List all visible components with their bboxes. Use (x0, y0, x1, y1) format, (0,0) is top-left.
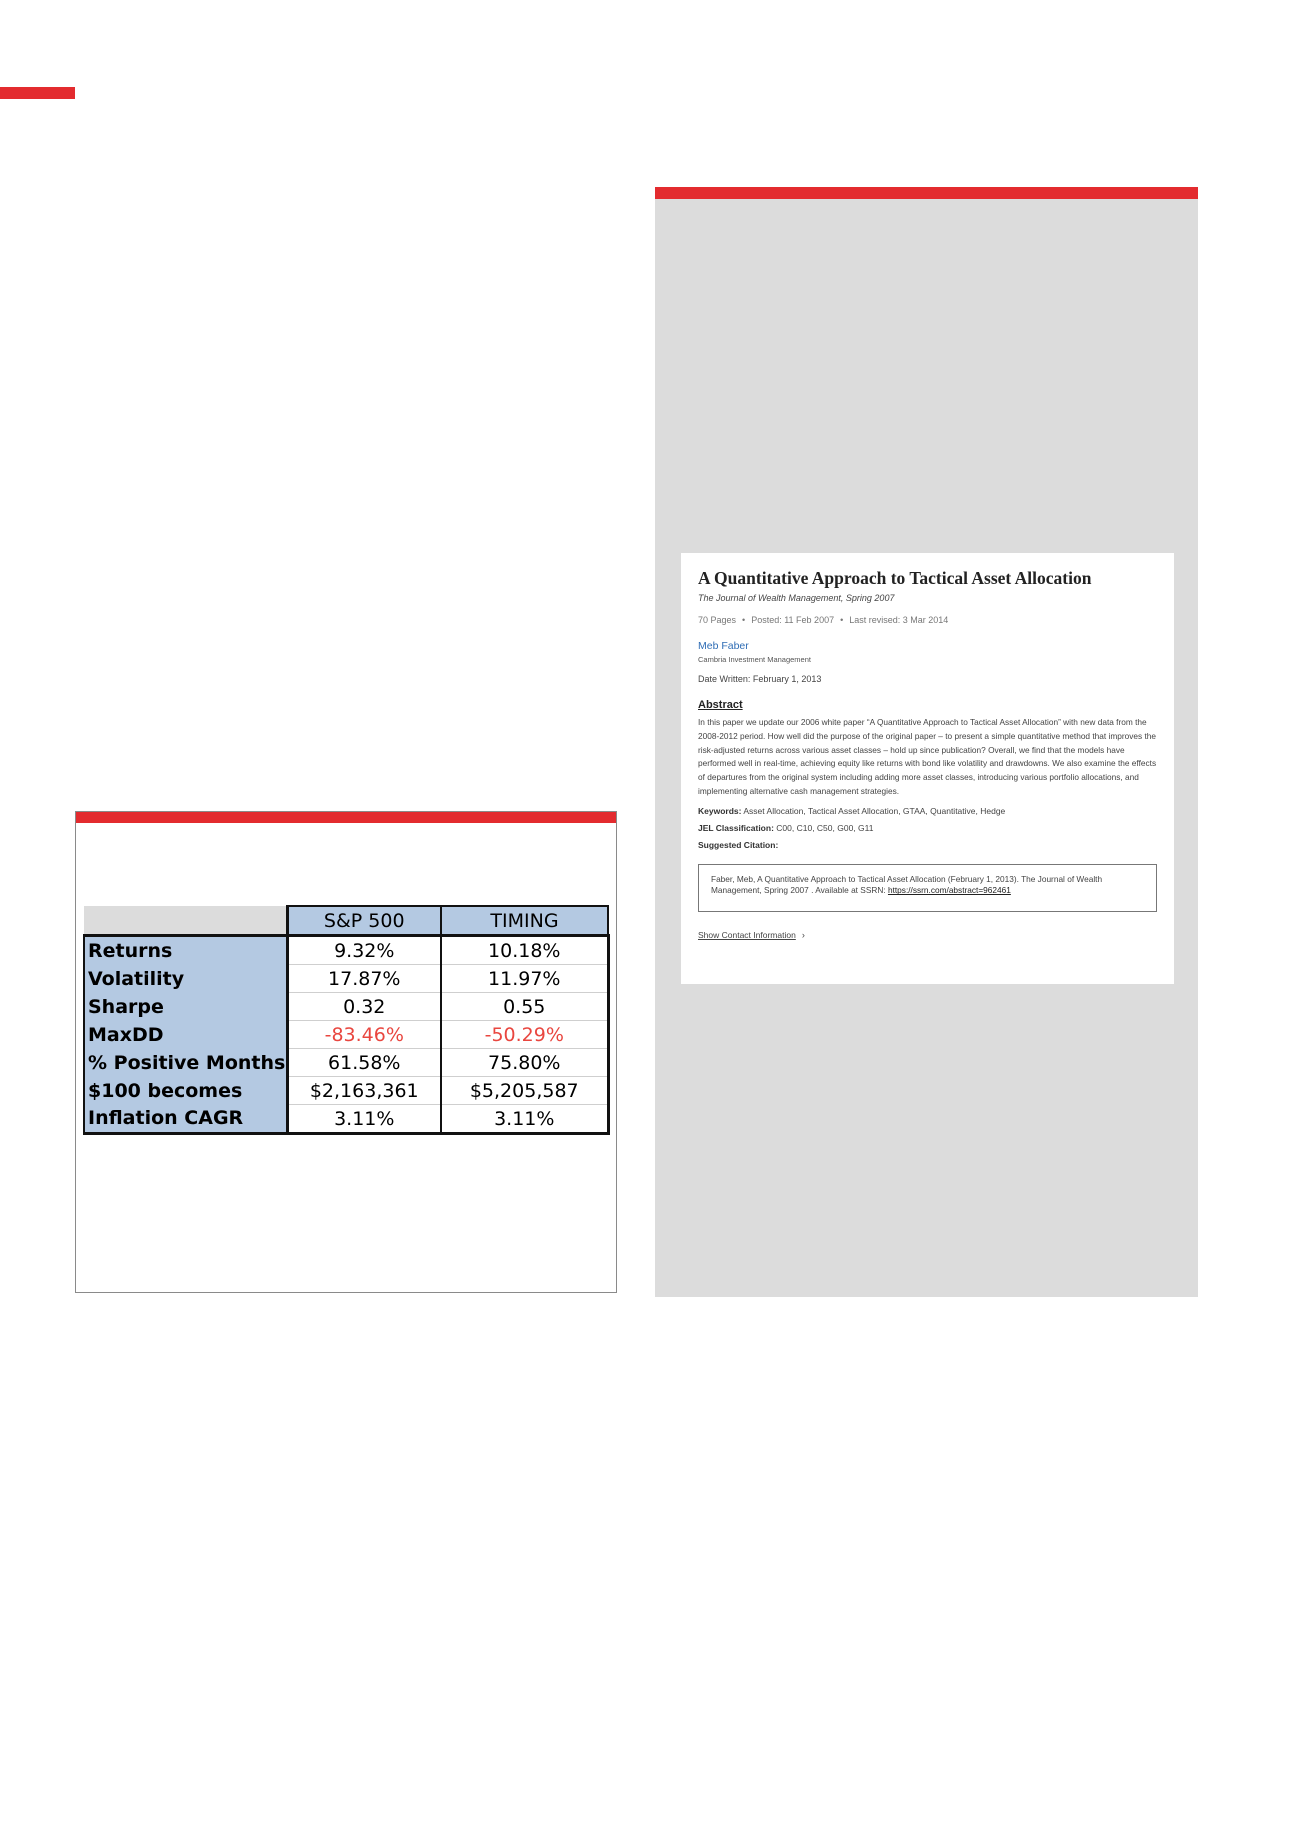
table-corner-cell (84, 906, 287, 936)
timing-value: -50.29% (441, 1021, 608, 1049)
timing-value: 0.55 (441, 993, 608, 1021)
citation-box (698, 864, 1157, 912)
jel-value: C00, C10, C50, G00, G11 (776, 822, 874, 833)
row-label: MaxDD (84, 1021, 287, 1049)
table-row (84, 936, 608, 965)
sp500-value: -83.46% (287, 1021, 441, 1049)
corner-accent-bar (0, 87, 75, 99)
separator-dot: • (742, 615, 746, 625)
jel-label: JEL Classification: (698, 822, 774, 833)
paper-title: A Quantitative Approach to Tactical Asset Allocation (698, 568, 1092, 588)
row-label: Returns (84, 936, 287, 965)
keywords (698, 806, 1157, 816)
journal-name: The Journal of Wealth Management, Spring 2007 (698, 593, 895, 603)
author-link[interactable]: Meb Faber (698, 640, 749, 652)
panel-accent-bar (655, 187, 1198, 199)
sp500-value: 3.11% (287, 1105, 441, 1134)
abstract-heading: Abstract (698, 699, 743, 711)
revised-date: Last revised: 3 Mar 2014 (849, 615, 949, 625)
row-label: Inflation CAGR (84, 1105, 287, 1134)
date-written: Date Written: February 1, 2013 (698, 674, 822, 684)
sp500-value: 0.32 (287, 993, 441, 1021)
timing-value: $5,205,587 (441, 1077, 608, 1105)
page-count: 70 Pages (698, 615, 737, 625)
timing-value: 11.97% (441, 965, 608, 993)
column-header-timing: TIMING (441, 906, 608, 936)
timing-value: 75.80% (441, 1049, 608, 1077)
separator-dot: • (840, 615, 844, 625)
sp500-value: $2,163,361 (287, 1077, 441, 1105)
row-label: Sharpe (84, 993, 287, 1021)
ssrn-paper-card (681, 553, 1174, 984)
table-header-row (84, 906, 608, 936)
row-label: $100 becomes (84, 1077, 287, 1105)
citation-link[interactable]: https://ssrn.com/abstract=962461 (887, 885, 1011, 896)
row-label: % Positive Months (84, 1049, 287, 1077)
show-contact-link[interactable] (698, 930, 1157, 940)
table-row (84, 1077, 608, 1105)
row-label: Volatility (84, 965, 287, 993)
card-accent-bar (76, 812, 616, 823)
timing-value: 10.18% (441, 936, 608, 965)
contact-label: Show Contact Information (698, 929, 796, 940)
performance-table-card (75, 811, 617, 1293)
timing-value: 3.11% (441, 1105, 608, 1134)
sp500-value: 9.32% (287, 936, 441, 965)
posted-date: Posted: 11 Feb 2007 (751, 615, 835, 625)
suggested-citation-label (698, 840, 1157, 850)
paper-meta (698, 615, 1157, 625)
citation-text: Faber, Meb, A Quantitative Approach to Tactical Asset Allocation (February 1, 2013). The Journal of Wealth Management, Spring 2007 . Available at SSRN: (711, 873, 1103, 896)
column-header-sp500: S&P 500 (287, 906, 441, 936)
keywords-value: Asset Allocation, Tactical Asset Allocation, GTAA, Quantitative, Hedge (743, 805, 1006, 816)
table-row (84, 1105, 608, 1134)
author-affiliation: Cambria Investment Management (698, 655, 811, 664)
table-row (84, 1049, 608, 1077)
keywords-label: Keywords: (698, 805, 742, 816)
citation-label-text: Suggested Citation: (698, 839, 779, 850)
jel-classification (698, 823, 1157, 833)
table-row (84, 1021, 608, 1049)
table-row (84, 993, 608, 1021)
sp500-value: 17.87% (287, 965, 441, 993)
table-row (84, 965, 608, 993)
performance-table (83, 905, 610, 1135)
sp500-value: 61.58% (287, 1049, 441, 1077)
abstract-text: In this paper we update our 2006 white paper “A Quantitative Approach to Tactical Asset Allocation” with new data from the 2008-2012 period. How well did the purpose of the original paper – to present a simple quantitative method that improves the risk-adjusted returns across various asset classes – hold up since publication? Overall, we find that the models have performed well in real-time, achieving equity like returns with bond like volatility and drawdowns. We also examine the effects of departures from the original system including adding more asset classes, introducing various portfolio allocations, and implementing alternative cash management strategies. (698, 717, 1157, 796)
chevron-right-icon: › (801, 929, 805, 940)
